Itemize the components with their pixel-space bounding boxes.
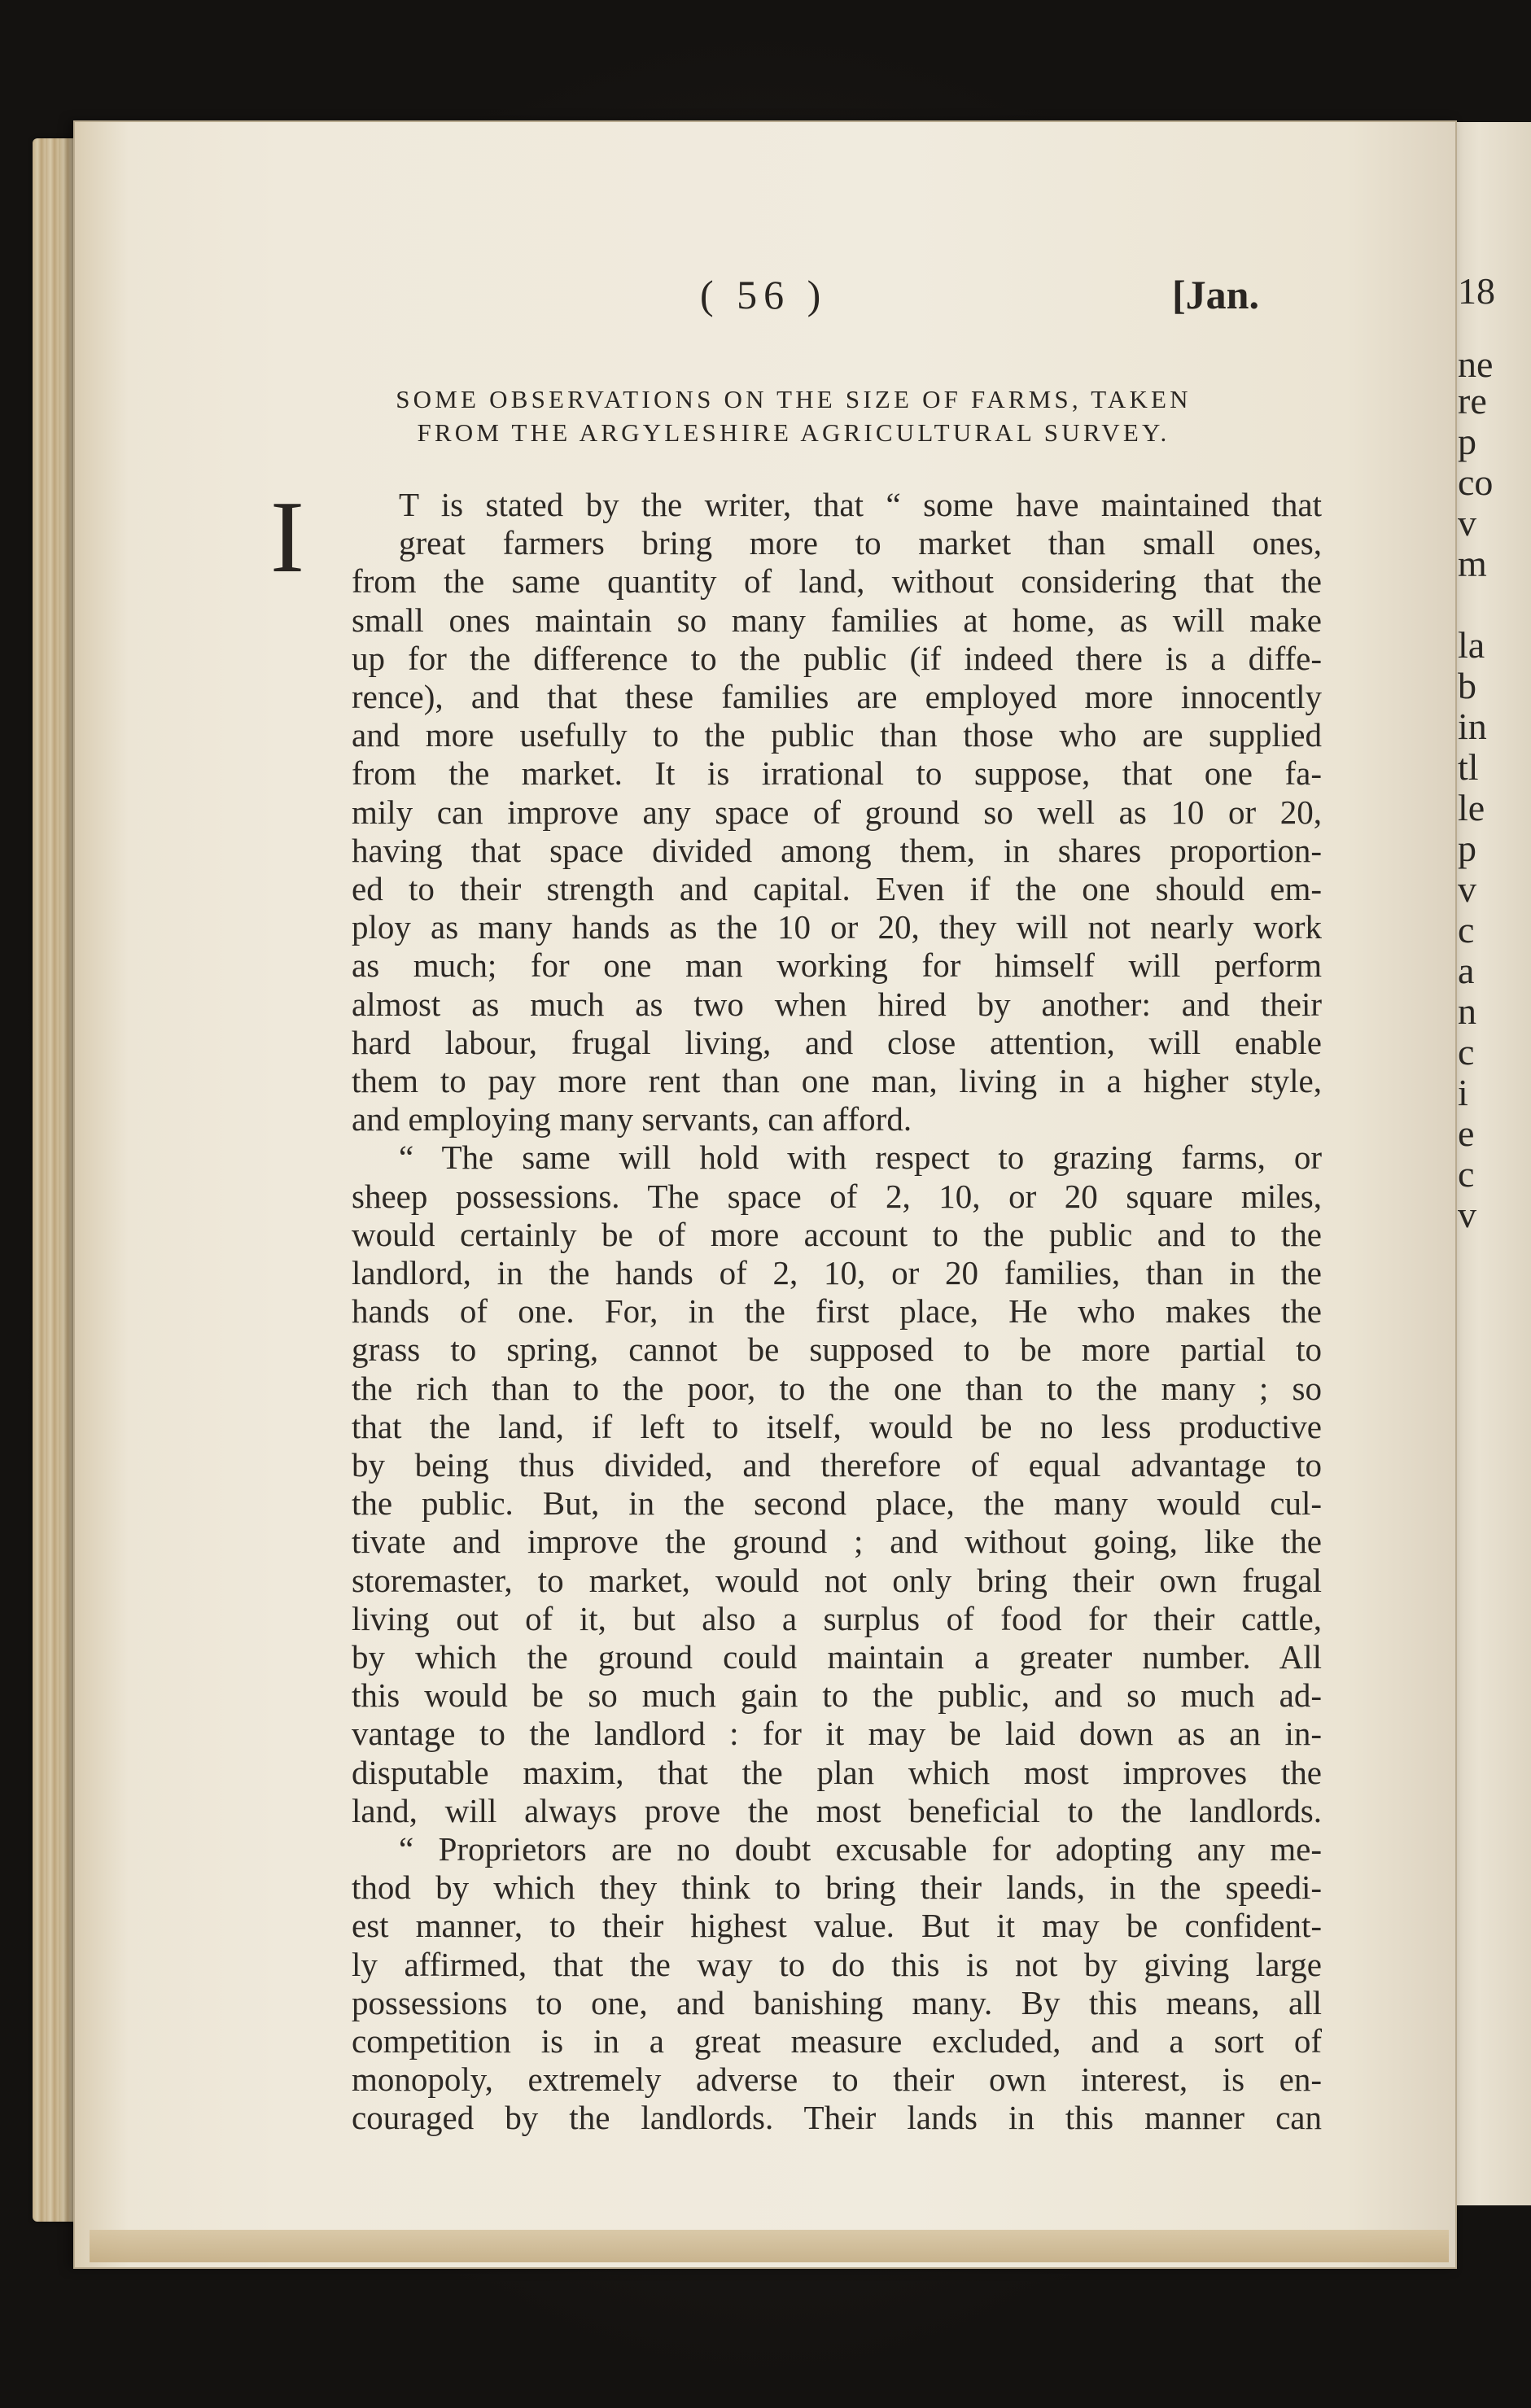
body-line: tivate and improve the ground ; and without going, like the <box>352 1523 1322 1561</box>
body-line: the public. But, in the second place, the many would cul- <box>352 1484 1322 1523</box>
body-line: “ Proprietors are no doubt excusable for adopting any me- <box>399 1830 1322 1868</box>
body-line: by which the ground could maintain a greater number. All <box>352 1638 1322 1676</box>
book-page <box>73 120 1457 2269</box>
body-line: thod by which they think to bring their lands, in the speedi- <box>352 1868 1322 1907</box>
facing-page-fragment: le <box>1458 787 1485 828</box>
body-line: ed to their strength and capital. Even if the one should em- <box>352 870 1322 907</box>
body-line: and more usefully to the public than those who are supplied <box>352 716 1322 754</box>
facing-page-fragment: ne <box>1458 343 1494 385</box>
drop-cap: I <box>270 481 304 594</box>
page-bottom-edge <box>90 2230 1449 2262</box>
body-line: T is stated by the writer, that “ some have maintained that <box>399 486 1322 523</box>
article-title-line-2: FROM THE ARGYLESHIRE AGRICULTURAL SURVEY. <box>417 418 1170 447</box>
body-line: storemaster, to market, would not only bring their own frugal <box>352 1561 1322 1599</box>
body-line: landlord, in the hands of 2, 10, or 20 families, than in the <box>352 1254 1322 1291</box>
facing-page-fragment: c <box>1458 1031 1475 1073</box>
body-line: by being thus divided, and therefore of equal advantage to <box>352 1446 1322 1484</box>
body-line: up for the difference to the public (if indeed there is a diffe- <box>352 639 1322 677</box>
facing-page-fragment: p <box>1458 421 1476 462</box>
body-line: that the land, if left to itself, would be no less productive <box>352 1407 1322 1445</box>
body-line: grass to spring, cannot be supposed to be more partial to <box>352 1331 1322 1369</box>
body-line: ly affirmed, that the way to do this is not by giving large <box>352 1945 1322 1983</box>
body-line: would certainly be of more account to the public and to the <box>352 1215 1322 1253</box>
body-line: great farmers bring more to market than small ones, <box>399 524 1322 562</box>
body-line: ploy as many hands as the 10 or 20, they will not nearly work <box>352 908 1322 946</box>
body-line: hard labour, frugal living, and close attention, will enable <box>352 1023 1322 1061</box>
facing-page-fragment: a <box>1458 950 1475 991</box>
body-line: vantage to the landlord : for it may be laid down as an in- <box>352 1715 1322 1753</box>
body-line: land, will always prove the most beneficial to the landlords. <box>352 1791 1322 1829</box>
facing-page-fragment: i <box>1458 1072 1468 1113</box>
facing-page-fragment: la <box>1458 624 1485 666</box>
facing-page-fragment: v <box>1458 1194 1476 1235</box>
body-line: possessions to one, and banishing many. By this means, all <box>352 1983 1322 2021</box>
body-line: as much; for one man working for himself will perform <box>352 946 1322 985</box>
page-number: ( 56 ) <box>700 272 828 317</box>
body-line: rence), and that these families are employed more innocently <box>352 678 1322 715</box>
facing-page-fragment: in <box>1458 706 1487 747</box>
body-line: mily can improve any space of ground so well as 10 or 20, <box>352 793 1322 831</box>
body-line: disputable maxim, that the plan which most improves the <box>352 1753 1322 1791</box>
body-line: from the same quantity of land, without considering that the <box>352 562 1322 601</box>
facing-page-fragment: n <box>1458 990 1476 1032</box>
body-line: competition is in a great measure excluded, and a sort of <box>352 2022 1322 2060</box>
facing-page-fragment: re <box>1458 380 1487 422</box>
body-line: sheep possessions. The space of 2, 10, or 20 square miles, <box>352 1177 1322 1215</box>
body-line: this would be so much gain to the public, and so much ad- <box>352 1676 1322 1715</box>
body-line: monopoly, extremely adverse to their own interest, is en- <box>352 2061 1322 2099</box>
facing-page-fragment: b <box>1458 665 1476 706</box>
body-line: living out of it, but also a surplus of food for their cattle, <box>352 1599 1322 1637</box>
running-head: [Jan. <box>1172 272 1259 317</box>
body-line: from the market. It is irrational to suppose, that one fa- <box>352 754 1322 793</box>
facing-page-fragment: m <box>1458 543 1487 584</box>
body-line: almost as much as two when hired by another: and their <box>352 985 1322 1023</box>
facing-page-fragment: c <box>1458 909 1475 951</box>
body-line: small ones maintain so many families at home, as will make <box>352 601 1322 639</box>
facing-page-fragment: c <box>1458 1153 1475 1195</box>
facing-page-fragment: e <box>1458 1112 1475 1154</box>
article-title-line-1: SOME OBSERVATIONS ON THE SIZE OF FARMS, TAKEN <box>396 385 1192 413</box>
body-line: the rich than to the poor, to the one than to the many ; so <box>352 1369 1322 1407</box>
facing-page-fragment: v <box>1458 868 1476 910</box>
body-line: them to pay more rent than one man, living in a higher style, <box>352 1062 1322 1099</box>
body-line: couraged by the landlords. Their lands in this manner can <box>352 2099 1322 2137</box>
body-line: having that space divided among them, in shares proportion- <box>352 831 1322 869</box>
body-line: “ The same will hold with respect to grazing farms, or <box>399 1138 1322 1177</box>
facing-page-fragment: v <box>1458 502 1476 544</box>
facing-page-fragment: co <box>1458 461 1494 503</box>
facing-page-fragment: tl <box>1458 746 1479 788</box>
facing-page-fragment: 18 <box>1458 270 1495 312</box>
body-line: hands of one. For, in the first place, He who makes the <box>352 1292 1322 1331</box>
body-line: and employing many servants, can afford. <box>352 1100 912 1138</box>
facing-page-fragment: p <box>1458 828 1476 869</box>
body-line: est manner, to their highest value. But it may be confident- <box>352 1907 1322 1945</box>
